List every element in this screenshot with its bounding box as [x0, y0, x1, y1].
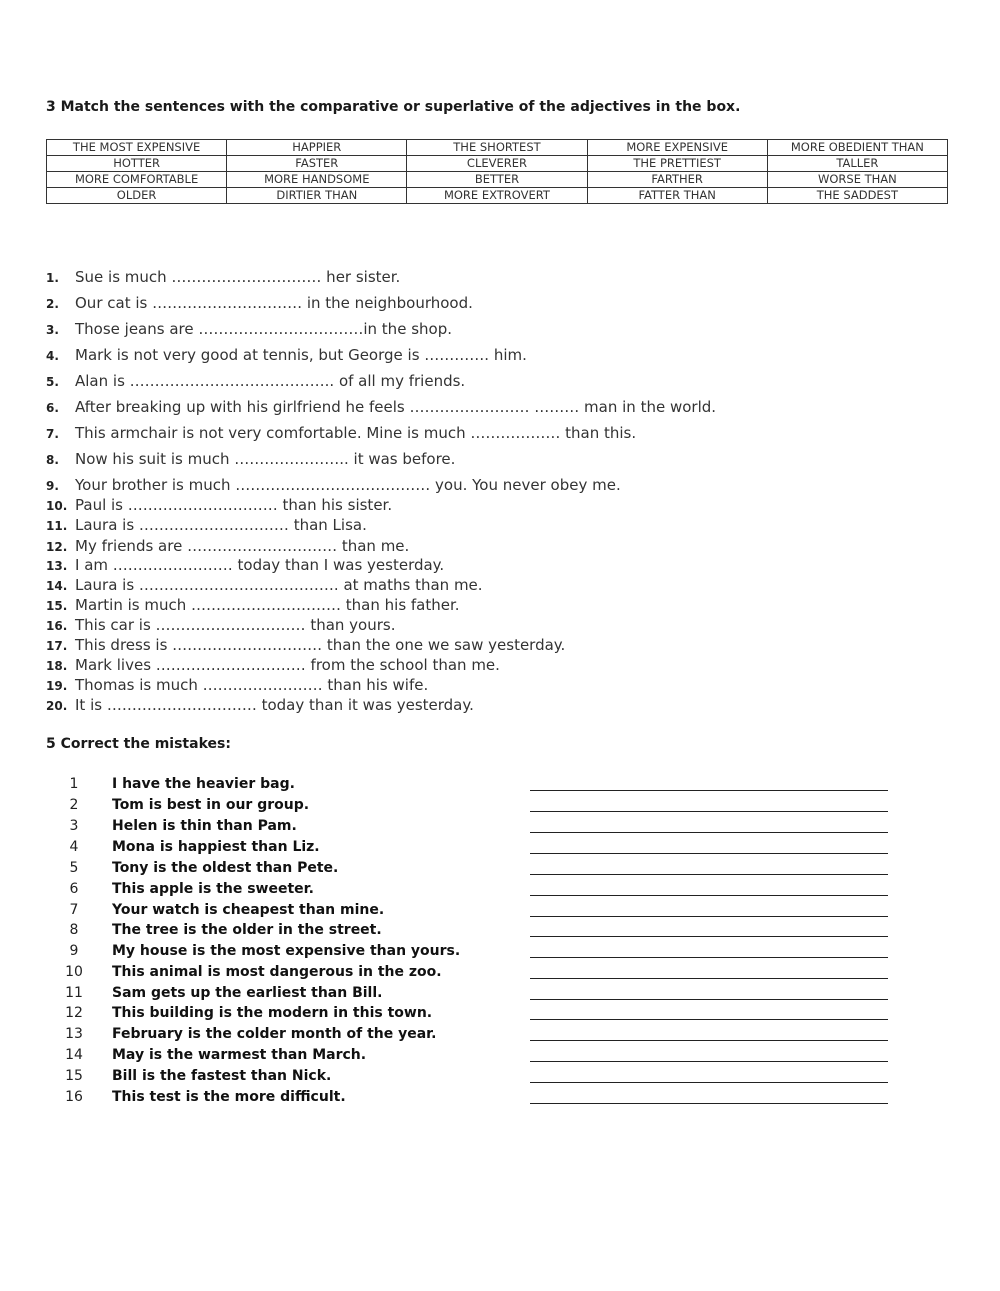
mistake-number: 16 [65, 1089, 83, 1105]
sentence-number: 18. [46, 659, 68, 673]
sentence-item [46, 450, 455, 468]
sentence-number: 6. [46, 401, 59, 415]
mistake-item [0, 1068, 1000, 1088]
sentence-number: 10. [46, 499, 68, 513]
mistake-sentence: The tree is the older in the street. [112, 922, 382, 938]
word-box-cell: MORE EXPENSIVE [587, 140, 767, 156]
sentence-text: Sue is much ………………………… her sister. [75, 268, 401, 286]
sentence-number: 2. [46, 297, 59, 311]
mistake-item [0, 881, 1000, 901]
sentence-text: Paul is ………………………… than his sister. [75, 496, 393, 514]
sentence-number: 13. [46, 559, 68, 573]
mistake-sentence: This animal is most dangerous in the zoo. [112, 964, 442, 980]
sentence-text: Alan is ………………………………….. of all my friends. [75, 372, 466, 390]
sentence-number: 5. [46, 375, 59, 389]
word-box-cell: FATTER THAN [587, 188, 767, 204]
mistake-sentence: Bill is the fastest than Nick. [112, 1068, 332, 1084]
sentence-number: 19. [46, 679, 68, 693]
mistake-number: 6 [69, 881, 79, 897]
sentence-number: 14. [46, 579, 68, 593]
sentence-item [46, 636, 565, 654]
word-box-cell: FARTHER [587, 172, 767, 188]
sentence-number: 8. [46, 453, 59, 467]
mistake-item [0, 1005, 1000, 1025]
mistake-item [0, 1026, 1000, 1046]
word-box-cell: BETTER [407, 172, 587, 188]
mistake-item [0, 818, 1000, 838]
mistake-number: 3 [69, 818, 79, 834]
word-box-row [47, 156, 948, 172]
mistake-number: 2 [69, 797, 79, 813]
sentence-number: 9. [46, 479, 59, 493]
mistake-number: 4 [69, 839, 79, 855]
sentence-item [46, 656, 500, 674]
sentence-text: It is ………………………… today than it was yesterday. [75, 696, 474, 714]
word-box-cell: WORSE THAN [767, 172, 947, 188]
word-box-row [47, 188, 948, 204]
sentence-item [46, 372, 465, 390]
mistake-number: 10 [65, 964, 83, 980]
sentence-item [46, 320, 452, 338]
answer-line[interactable] [530, 1103, 888, 1104]
sentence-text: After breaking up with his girlfriend he feels …………………… ……… man in the world. [75, 398, 717, 416]
word-box-cell: TALLER [767, 156, 947, 172]
mistake-item [0, 922, 1000, 942]
sentence-text: Laura is …………………………………. at maths than me. [75, 576, 483, 594]
mistake-item [0, 1089, 1000, 1109]
sentence-item [46, 596, 460, 614]
mistake-item [0, 839, 1000, 859]
sentence-text: Martin is much ………………………… than his father. [75, 596, 460, 614]
word-box-cell: MORE HANDSOME [227, 172, 407, 188]
sentence-item [46, 537, 409, 555]
mistake-sentence: This apple is the sweeter. [112, 881, 314, 897]
mistake-sentence: This building is the modern in this town. [112, 1005, 433, 1021]
word-box-row [47, 172, 948, 188]
sentence-number: 12. [46, 540, 68, 554]
sentence-number: 7. [46, 427, 59, 441]
sentence-text: I am …………………… today than I was yesterday. [75, 556, 445, 574]
sentence-text: Thomas is much …………………… than his wife. [75, 676, 429, 694]
mistake-item [0, 860, 1000, 880]
sentence-number: 1. [46, 271, 59, 285]
answer-line[interactable] [530, 957, 888, 958]
mistake-sentence: Helen is thin than Pam. [112, 818, 297, 834]
sentence-item [46, 398, 716, 416]
mistake-sentence: This test is the more difficult. [112, 1089, 346, 1105]
sentence-text: This armchair is not very comfortable. Mine is much ……………… than this. [75, 424, 637, 442]
sentence-item [46, 424, 636, 442]
mistake-number: 1 [69, 776, 79, 792]
sentence-text: This car is ………………………… than yours. [75, 616, 396, 634]
mistake-number: 14 [65, 1047, 83, 1063]
sentence-text: Mark is not very good at tennis, but George is …………. him. [75, 346, 527, 364]
mistake-sentence: May is the warmest than March. [112, 1047, 367, 1063]
word-box-cell: THE SADDEST [767, 188, 947, 204]
mistake-number: 5 [69, 860, 79, 876]
answer-line[interactable] [530, 999, 888, 1000]
word-box-row [47, 140, 948, 156]
sentence-number: 16. [46, 619, 68, 633]
mistake-number: 15 [65, 1068, 83, 1084]
sentence-number: 15. [46, 599, 68, 613]
exercise-5-title: 5 Correct the mistakes: [46, 736, 231, 752]
sentence-item [46, 696, 474, 714]
mistake-sentence: I have the heavier bag. [112, 776, 295, 792]
mistake-sentence: Mona is happiest than Liz. [112, 839, 320, 855]
sentence-item [46, 676, 428, 694]
answer-line[interactable] [530, 1082, 888, 1083]
sentence-text: Those jeans are ……………………………in the shop. [75, 320, 452, 338]
answer-line[interactable] [530, 936, 888, 937]
answer-line[interactable] [530, 1061, 888, 1062]
word-box-cell: MORE COMFORTABLE [47, 172, 227, 188]
mistake-sentence: My house is the most expensive than yours. [112, 943, 461, 959]
sentence-item [46, 496, 392, 514]
sentence-text: Now his suit is much ………………….. it was before. [75, 450, 456, 468]
word-box-cell: CLEVERER [407, 156, 587, 172]
word-box-cell: MORE EXTROVERT [407, 188, 587, 204]
word-box-cell: THE PRETTIEST [587, 156, 767, 172]
sentence-item [46, 476, 621, 494]
sentence-number: 3. [46, 323, 59, 337]
sentence-text: This dress is ………………………… than the one we saw yesterday. [75, 636, 566, 654]
mistake-item [0, 902, 1000, 922]
exercise-3-title: 3 Match the sentences with the comparative or superlative of the adjectives in the box. [46, 99, 741, 115]
mistake-item [0, 1047, 1000, 1067]
sentence-number: 17. [46, 639, 68, 653]
sentence-item [46, 346, 527, 364]
sentence-item [46, 294, 473, 312]
word-box-cell: MORE OBEDIENT THAN [767, 140, 947, 156]
mistake-item [0, 776, 1000, 796]
mistake-number: 9 [69, 943, 79, 959]
word-box-cell: FASTER [227, 156, 407, 172]
sentence-text: Laura is ………………………… than Lisa. [75, 516, 367, 534]
mistake-number: 11 [65, 985, 83, 1001]
word-box-cell: DIRTIER THAN [227, 188, 407, 204]
sentence-number: 4. [46, 349, 59, 363]
word-box-cell: THE SHORTEST [407, 140, 587, 156]
sentence-text: Mark lives ………………………… from the school than me. [75, 656, 500, 674]
mistake-sentence: Your watch is cheapest than mine. [112, 902, 385, 918]
word-box-cell: THE MOST EXPENSIVE [47, 140, 227, 156]
mistake-sentence: Tony is the oldest than Pete. [112, 860, 339, 876]
mistake-item [0, 964, 1000, 984]
answer-line[interactable] [530, 853, 888, 854]
answer-line[interactable] [530, 1019, 888, 1020]
mistake-item [0, 943, 1000, 963]
sentence-number: 11. [46, 519, 68, 533]
mistake-number: 8 [69, 922, 79, 938]
sentence-item [46, 516, 367, 534]
sentence-item [46, 268, 400, 286]
sentence-text: Your brother is much ………………………………… you. You never obey me. [75, 476, 621, 494]
mistake-item [0, 985, 1000, 1005]
word-box-cell: OLDER [47, 188, 227, 204]
answer-line[interactable] [530, 832, 888, 833]
mistake-number: 7 [69, 902, 79, 918]
answer-line[interactable] [530, 790, 888, 791]
answer-line[interactable] [530, 1040, 888, 1041]
mistake-sentence: February is the colder month of the year. [112, 1026, 437, 1042]
answer-line[interactable] [530, 874, 888, 875]
sentence-number: 20. [46, 699, 68, 713]
answer-line[interactable] [530, 978, 888, 979]
answer-line[interactable] [530, 811, 888, 812]
sentence-text: Our cat is ………………………… in the neighbourhood. [75, 294, 473, 312]
answer-line[interactable] [530, 916, 888, 917]
sentence-item [46, 556, 444, 574]
answer-line[interactable] [530, 895, 888, 896]
sentence-item [46, 616, 395, 634]
mistake-sentence: Sam gets up the earliest than Bill. [112, 985, 383, 1001]
mistake-sentence: Tom is best in our group. [112, 797, 310, 813]
sentence-item [46, 576, 483, 594]
mistake-number: 13 [65, 1026, 83, 1042]
adjective-word-box [46, 139, 948, 204]
mistake-item [0, 797, 1000, 817]
word-box-cell: HOTTER [47, 156, 227, 172]
sentence-text: My friends are ………………………… than me. [75, 537, 410, 555]
mistake-number: 12 [65, 1005, 83, 1021]
word-box-cell: HAPPIER [227, 140, 407, 156]
